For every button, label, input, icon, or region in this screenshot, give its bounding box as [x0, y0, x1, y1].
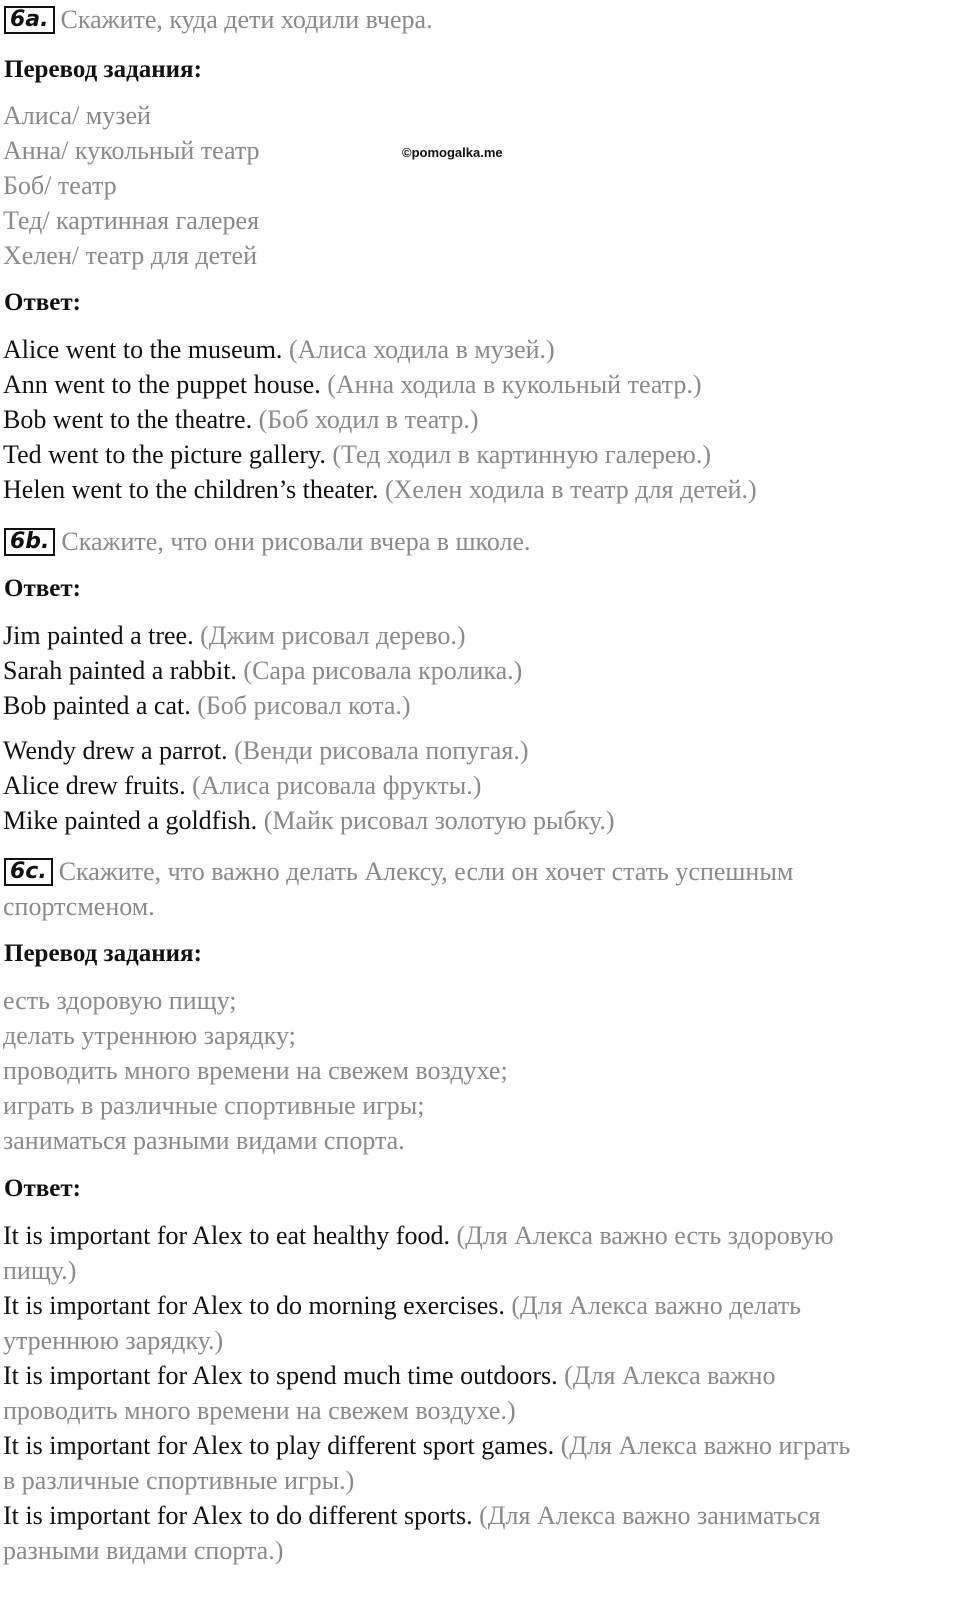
task-6c-answer-line: [3, 1430, 850, 1462]
task-6b-number: 6b.: [4, 528, 55, 556]
answer-english: Ann went to the puppet house.: [3, 370, 321, 399]
answer-russian: (Для Алекса важно: [564, 1361, 776, 1390]
task-6c-answer-line: [3, 1220, 834, 1252]
answer-russian: (Для Алекса важно заниматься: [479, 1501, 821, 1530]
task-6c-answer-heading: Ответ:: [4, 1175, 81, 1202]
task-6c-translation-line: играть в различные спортивные игры;: [3, 1091, 425, 1120]
answer-english: Sarah painted a rabbit.: [3, 656, 237, 685]
task-6c-translation-heading: Перевод задания:: [4, 940, 202, 967]
task-6c-answer-continuation: [3, 1395, 516, 1427]
task-6c-answer-continuation: [3, 1325, 223, 1357]
answer-russian: (Хелен ходила в театр для детей.): [384, 475, 757, 504]
task-6b-answer-line: [3, 655, 522, 687]
answer-russian: (Боб рисовал кота.): [197, 691, 411, 720]
task-6a-answer-line: [3, 474, 757, 506]
answer-russian: (Венди рисовала попугая.): [234, 736, 529, 765]
answer-english: It is important for Alex to do morning exercises.: [3, 1291, 505, 1320]
task-6b-answer-line: [3, 620, 466, 652]
answer-english: It is important for Alex to do different sports.: [3, 1501, 473, 1530]
task-6c-answer-line: [3, 1290, 801, 1322]
answer-russian: (Сара рисовала кролика.): [243, 656, 523, 685]
answer-russian: (Майк рисовал золотую рыбку.): [263, 806, 615, 835]
answer-russian: (Тед ходил в картинную галерею.): [332, 440, 711, 469]
task-6b-header: [4, 526, 531, 558]
task-6b-answer-line: [3, 735, 529, 767]
watermark: ©pomogalka.me: [402, 145, 503, 160]
task-6b-answer-line: [3, 770, 481, 802]
answer-english: Helen went to the children’s theater.: [3, 475, 379, 504]
task-6a-translation-line: Алиса/ музей: [3, 101, 151, 130]
task-6b-text: Скажите, что они рисовали вчера в школе.: [61, 527, 531, 556]
answer-russian: (Анна ходила в кукольный театр.): [327, 370, 702, 399]
answer-russian: (Для Алекса важно есть здоровую: [456, 1221, 834, 1250]
task-6a-answer-heading: Ответ:: [4, 289, 81, 316]
task-6c-answer-continuation: [3, 1535, 283, 1567]
task-6a-text: Скажите, куда дети ходили вчера.: [60, 5, 433, 34]
task-6c-translation-line: проводить много времени на свежем воздухе;: [3, 1056, 508, 1085]
answer-russian: (Джим рисовал дерево.): [200, 621, 466, 650]
task-6c-text: Скажите, что важно делать Алексу, если он хочет стать успешным: [58, 857, 794, 886]
task-6c-answer-line: [3, 1500, 820, 1532]
answer-russian: (Для Алекса важно делать: [511, 1291, 802, 1320]
task-6c-translation-line: заниматься разными видами спорта.: [3, 1126, 405, 1155]
answer-english: Alice went to the museum.: [3, 335, 283, 364]
answer-english: Ted went to the picture gallery.: [3, 440, 326, 469]
answer-russian-continued: разными видами спорта.): [3, 1536, 284, 1565]
task-6c-header: [4, 856, 793, 888]
answer-russian: (Алиса ходила в музей.): [288, 335, 555, 364]
task-6a-answer-line: [3, 404, 479, 436]
answer-russian-continued: пищу.): [3, 1256, 77, 1285]
answer-english: It is important for Alex to spend much time outdoors.: [3, 1361, 558, 1390]
task-6c-answer-line: [3, 1360, 775, 1392]
task-6c-answer-continuation: [3, 1465, 354, 1497]
answer-english: It is important for Alex to eat healthy food.: [3, 1221, 450, 1250]
task-6c-translation-line: есть здоровую пищу;: [3, 986, 237, 1015]
answer-english: Jim painted a tree.: [3, 621, 194, 650]
task-6a-number: 6a.: [4, 6, 55, 34]
task-6a-translation-line: Боб/ театр: [3, 171, 117, 200]
task-6a-translation-line: Тед/ картинная галерея: [3, 206, 260, 235]
task-6b-answer-line: [3, 805, 615, 837]
task-6c-translation-line: делать утреннюю зарядку;: [3, 1021, 296, 1050]
answer-english: Mike painted a goldfish.: [3, 806, 258, 835]
task-6a-answer-line: [3, 439, 711, 471]
task-6a-answer-line: [3, 334, 555, 366]
answer-english: Alice drew fruits.: [3, 771, 186, 800]
task-6a-translation-line: Анна/ кукольный театр: [3, 136, 260, 165]
answer-russian-continued: утреннюю зарядку.): [3, 1326, 224, 1355]
answer-english: It is important for Alex to play different sport games.: [3, 1431, 555, 1460]
answer-english: Bob painted a cat.: [3, 691, 191, 720]
task-6a-translation-line: Хелен/ театр для детей: [3, 241, 257, 270]
task-6b-answer-line: [3, 690, 411, 722]
task-6b-answer-heading: Ответ:: [4, 575, 81, 602]
task-6a-answer-line: [3, 369, 702, 401]
answer-russian: (Боб ходил в театр.): [258, 405, 479, 434]
answer-russian-continued: проводить много времени на свежем воздухе.): [3, 1396, 516, 1425]
answer-russian-continued: в различные спортивные игры.): [3, 1466, 355, 1495]
task-6c-answer-continuation: [3, 1255, 76, 1287]
answer-english: Bob went to the theatre.: [3, 405, 253, 434]
task-6c-text-continued: спортсменом.: [3, 892, 155, 921]
task-6a-header: [4, 4, 433, 36]
task-6a-translation-heading: Перевод задания:: [4, 56, 202, 83]
answer-russian: (Алиса рисовала фрукты.): [192, 771, 482, 800]
answer-russian: (Для Алекса важно играть: [560, 1431, 851, 1460]
answer-english: Wendy drew a parrot.: [3, 736, 228, 765]
task-6c-number: 6c.: [4, 858, 53, 886]
